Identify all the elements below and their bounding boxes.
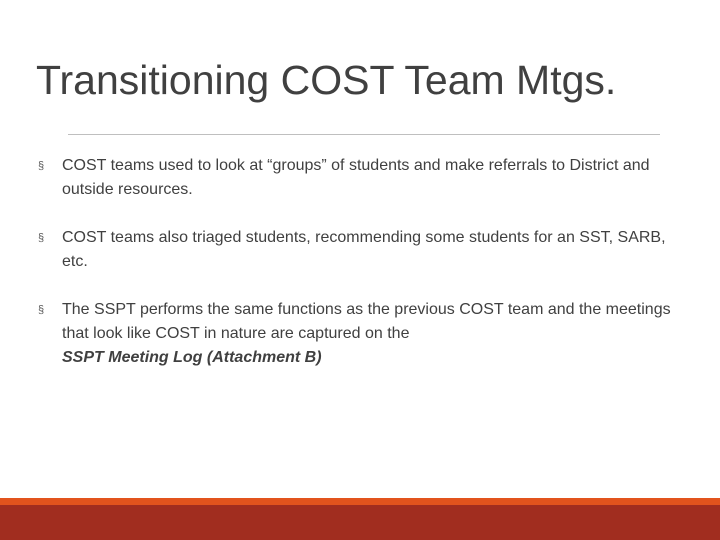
footer-bar xyxy=(0,505,720,540)
meeting-log-reference: SSPT Meeting Log (Attachment B) xyxy=(62,349,322,366)
footer-accent-bar xyxy=(0,498,720,505)
slide-title: Transitioning COST Team Mtgs. xyxy=(36,57,617,103)
bullet-text: COST teams used to look at “groups” of students and make referrals to District and outside resources. xyxy=(62,157,650,198)
bullet-marker-icon: § xyxy=(38,232,45,244)
title-divider xyxy=(68,134,660,135)
bullet-item xyxy=(36,226,686,274)
bullet-marker-icon: § xyxy=(38,304,45,316)
bullet-text-main: The SSPT performs the same functions as the previous COST team and the meetings that look like COST in nature are captured on the xyxy=(62,301,671,342)
bullet-text xyxy=(62,301,671,366)
bullet-text: COST teams also triaged students, recommending some students for an SST, SARB, etc. xyxy=(62,229,666,270)
bullet-item xyxy=(36,298,686,370)
bullet-item xyxy=(36,154,686,202)
bullet-marker-icon: § xyxy=(38,160,45,172)
bullet-list xyxy=(36,154,686,394)
